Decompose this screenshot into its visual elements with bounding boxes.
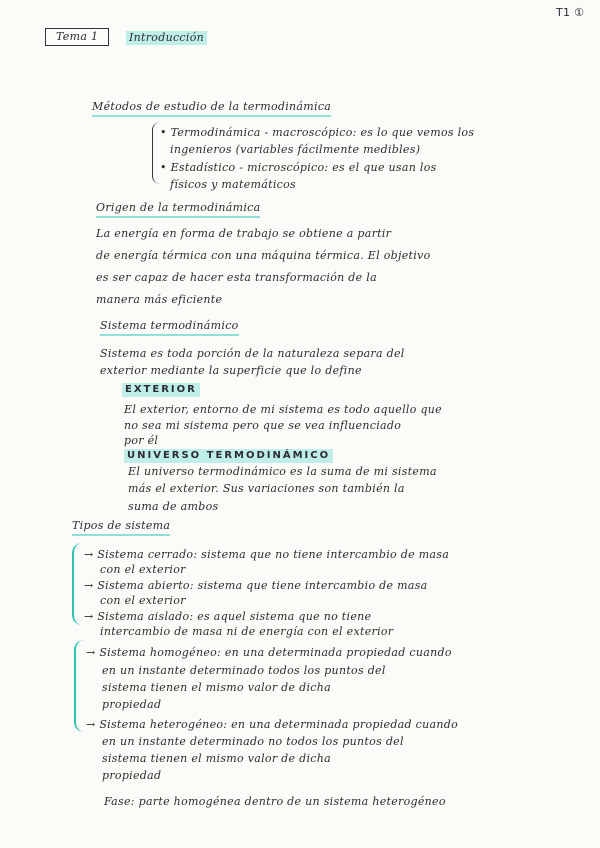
universo-line-3: suma de ambos	[128, 500, 219, 513]
tipos-item-4c: sistema tienen el mismo valor de dicha	[102, 681, 331, 694]
exterior-line-3: por él	[124, 434, 159, 447]
universo-line-1: El universo termodinámico es la suma de mi sistema	[128, 465, 437, 478]
tipos-item-5b: en un instante determinado no todos los puntos del	[102, 735, 404, 748]
sistema-line-1: Sistema es toda porción de la naturaleza separa del	[100, 347, 405, 360]
origen-line-2: de energía térmica con una máquina térmica. El objetivo	[96, 249, 431, 262]
topic-label: Tema 1	[45, 28, 109, 46]
section-title-tipos: Tipos de sistema	[72, 519, 170, 536]
origen-line-4: manera más eficiente	[96, 293, 223, 306]
section-title-origen: Origen de la termodinámica	[96, 201, 260, 218]
exterior-label: EXTERIOR	[122, 383, 200, 397]
metodos-item-1b: ingenieros (variables fácilmente medibles)	[170, 143, 421, 156]
tipos-item-4a: → Sistema homogéneo: en una determinada propiedad cuando	[86, 646, 452, 659]
tipos-item-5d: propiedad	[102, 769, 162, 782]
page-mark: T1 ①	[556, 6, 585, 19]
tipos-item-3b: intercambio de masa ni de energía con el exterior	[100, 625, 394, 638]
exterior-line-1: El exterior, entorno de mi sistema es todo aquello que	[124, 403, 442, 416]
tipos-item-4b: en un instante determinado todos los puntos del	[102, 664, 386, 677]
universo-line-2: más el exterior. Sus variaciones son también la	[128, 482, 405, 495]
section-title-sistema: Sistema termodinámico	[100, 319, 239, 336]
bracket-tipos-2	[74, 640, 84, 732]
tipos-item-1b: con el exterior	[100, 563, 186, 576]
page-title: Introducción	[126, 31, 207, 45]
origen-line-3: es ser capaz de hacer esta transformación de la	[96, 271, 377, 284]
tipos-item-2a: → Sistema abierto: sistema que tiene intercambio de masa	[84, 579, 428, 592]
metodos-item-2b: físicos y matemáticos	[170, 178, 296, 191]
tipos-item-5a: → Sistema heterogéneo: en una determinada propiedad cuando	[86, 718, 459, 731]
tipos-item-1a: → Sistema cerrado: sistema que no tiene intercambio de masa	[84, 548, 450, 561]
tipos-item-2b: con el exterior	[100, 594, 186, 607]
bracket-tipos-1	[72, 543, 82, 625]
universo-label: UNIVERSO TERMODINÁMICO	[124, 449, 333, 463]
origen-line-1: La energía en forma de trabajo se obtiene a partir	[96, 227, 392, 240]
metodos-item-1a: • Termodinámica - macroscópico: es lo que vemos los	[160, 126, 475, 139]
metodos-item-2a: • Estadístico - microscópico: es el que usan los	[160, 161, 437, 174]
tipos-item-3a: → Sistema aislado: es aquel sistema que no tiene	[84, 610, 372, 623]
sistema-line-2: exterior mediante la superficie que lo define	[100, 364, 362, 377]
section-title-metodos: Métodos de estudio de la termodinámica	[92, 100, 331, 117]
exterior-line-2: no sea mi sistema pero que se vea influenciado	[124, 419, 402, 432]
tipos-item-4d: propiedad	[102, 698, 162, 711]
tipos-item-5c: sistema tienen el mismo valor de dicha	[102, 752, 331, 765]
fase-definition: Fase: parte homogénea dentro de un sistema heterogéneo	[104, 795, 446, 808]
